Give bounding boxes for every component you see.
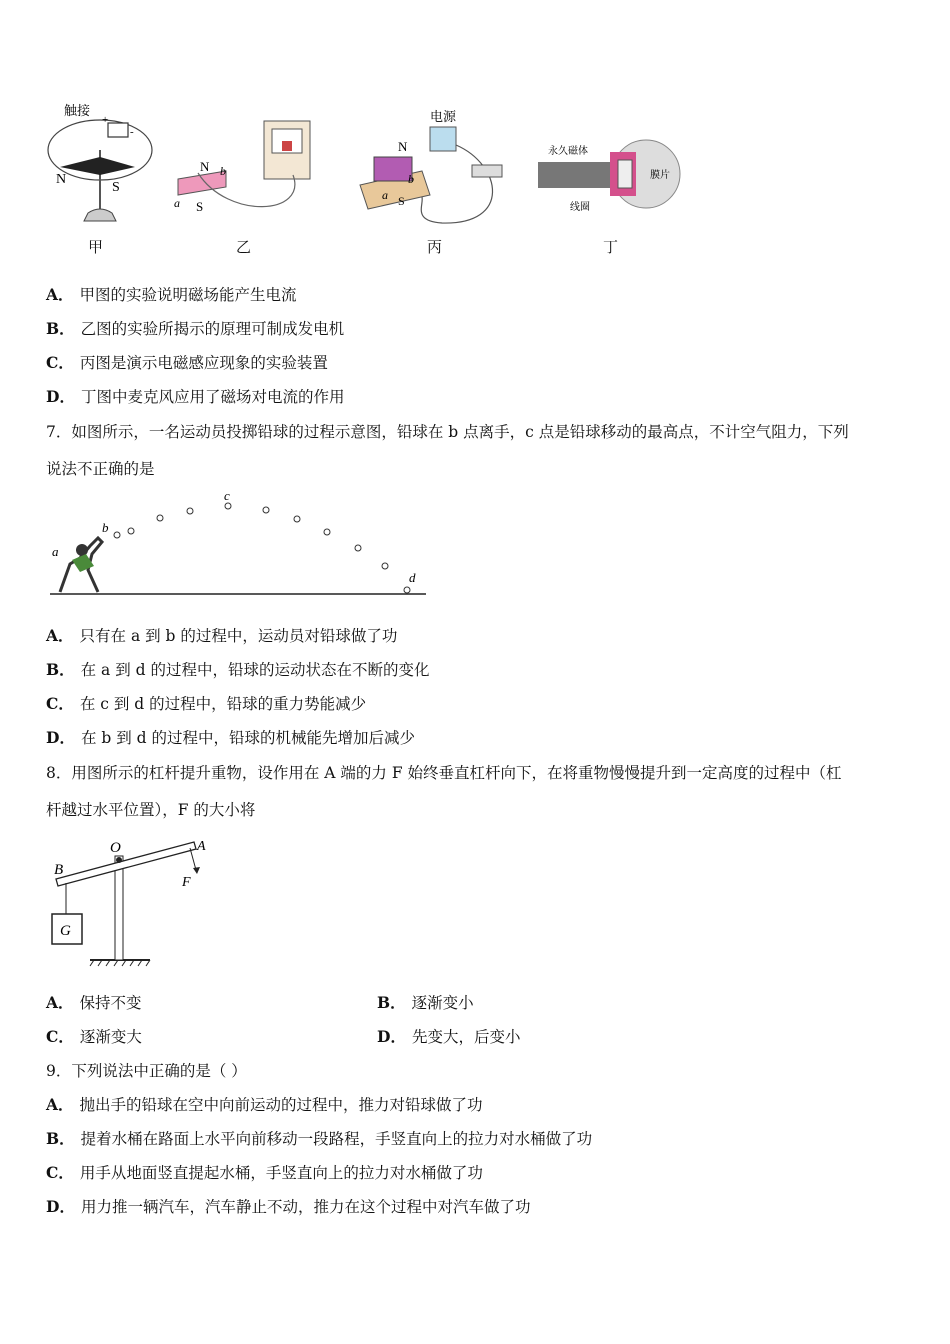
q6-option-c: C． 丙图是演示电磁感应现象的实验装置 xyxy=(46,353,328,372)
label-b: b xyxy=(102,520,109,535)
label-magnet: 永久磁体 xyxy=(548,146,588,157)
caption-bing: 丙 xyxy=(427,238,443,256)
q7-option-a: A． 只有在 a 到 b 的过程中，运动员对铅球做了功 xyxy=(46,626,398,645)
q8-stem-line2: 杆越过水平位置），F 的大小将 xyxy=(46,801,256,819)
label-diaphragm: 膜片 xyxy=(650,170,670,181)
label-n: N xyxy=(398,139,408,154)
label-b: B xyxy=(54,862,64,878)
label-g: G xyxy=(60,923,71,939)
label-coil: 线圈 xyxy=(570,202,590,213)
q8-option-a: A． 保持不变 xyxy=(46,993,142,1012)
figure-yi-drawing xyxy=(168,115,318,235)
q7-option-d: D． 在 b 到 d 的过程中，铅球的机械能先增加后减少 xyxy=(46,728,416,747)
figure-jia-drawing xyxy=(40,95,160,235)
label-power: 电源 xyxy=(430,109,457,124)
label-plus: + xyxy=(102,114,109,126)
figure-ding-drawing xyxy=(534,130,684,220)
q7-stem-line2: 说法不正确的是 xyxy=(46,460,155,478)
figure-bing-drawing xyxy=(352,105,517,235)
caption-jia: 甲 xyxy=(88,238,104,256)
label-a: a xyxy=(174,196,180,210)
caption-ding: 丁 xyxy=(603,238,619,256)
q9-stem: 9．下列说法中正确的是（ ） xyxy=(46,1062,247,1080)
figure-bing xyxy=(352,105,517,235)
figure-jia xyxy=(40,95,160,235)
label-s: S xyxy=(112,180,120,195)
figure-yi xyxy=(168,115,318,235)
label-o: O xyxy=(110,840,121,856)
label-a: a xyxy=(52,544,59,559)
label-c: c xyxy=(224,488,230,503)
q8-figure xyxy=(44,832,224,972)
label-touch: 触接 xyxy=(64,103,91,118)
q9-option-a: A． 抛出手的铅球在空中向前运动的过程中，推力对铅球做了功 xyxy=(46,1095,483,1114)
q8-stem-line1: 8．用图所示的杠杆提升重物，设作用在 A 端的力 F 始终垂直杠杆向下，在将重物慢慢提升到一定高度的过程中（杠 xyxy=(46,764,842,782)
label-b: b xyxy=(220,164,226,178)
label-s: S xyxy=(398,194,405,208)
label-b: b xyxy=(408,172,414,186)
label-a: a xyxy=(382,188,388,202)
label-s: S xyxy=(196,199,204,214)
q8-option-d: D． 先变大，后变小 xyxy=(377,1027,521,1046)
figure-ding xyxy=(534,130,684,220)
q9-option-d: D． 用力推一辆汽车，汽车静止不动，推力在这个过程中对汽车做了功 xyxy=(46,1197,531,1216)
q7-option-c: C． 在 c 到 d 的过程中，铅球的重力势能减少 xyxy=(46,694,367,713)
q8-option-b: B． 逐渐变小 xyxy=(377,993,474,1012)
q9-option-c: C． 用手从地面竖直提起水桶，手竖直向上的拉力对水桶做了功 xyxy=(46,1163,483,1182)
q7-option-b: B． 在 a 到 d 的过程中，铅球的运动状态在不断的变化 xyxy=(46,660,430,679)
label-minus: - xyxy=(130,126,134,138)
q8-option-c: C． 逐渐变大 xyxy=(46,1027,142,1046)
q9-option-b: B． 提着水桶在路面上水平向前移动一段路程，手竖直向上的拉力对水桶做了功 xyxy=(46,1129,593,1148)
label-n: N xyxy=(200,159,210,174)
label-d: d xyxy=(409,570,416,585)
q7-stem-line1: 7．如图所示，一名运动员投掷铅球的过程示意图，铅球在 b 点离手，c 点是铅球移动的最高点，不计空气阻力，下列 xyxy=(46,423,849,441)
q6-option-d: D． 丁图中麦克风应用了磁场对电流的作用 xyxy=(46,387,345,406)
label-n: N xyxy=(56,172,67,187)
q6-option-a: A． 甲图的实验说明磁场能产生电流 xyxy=(46,285,297,304)
q7-figure-drawing xyxy=(46,488,436,600)
label-f: F xyxy=(182,875,191,890)
q8-figure-drawing xyxy=(44,832,224,972)
q7-figure xyxy=(46,488,436,600)
q6-option-b: B． 乙图的实验所揭示的原理可制成发电机 xyxy=(46,319,345,338)
label-a: A xyxy=(197,839,206,854)
caption-yi: 乙 xyxy=(236,238,252,256)
